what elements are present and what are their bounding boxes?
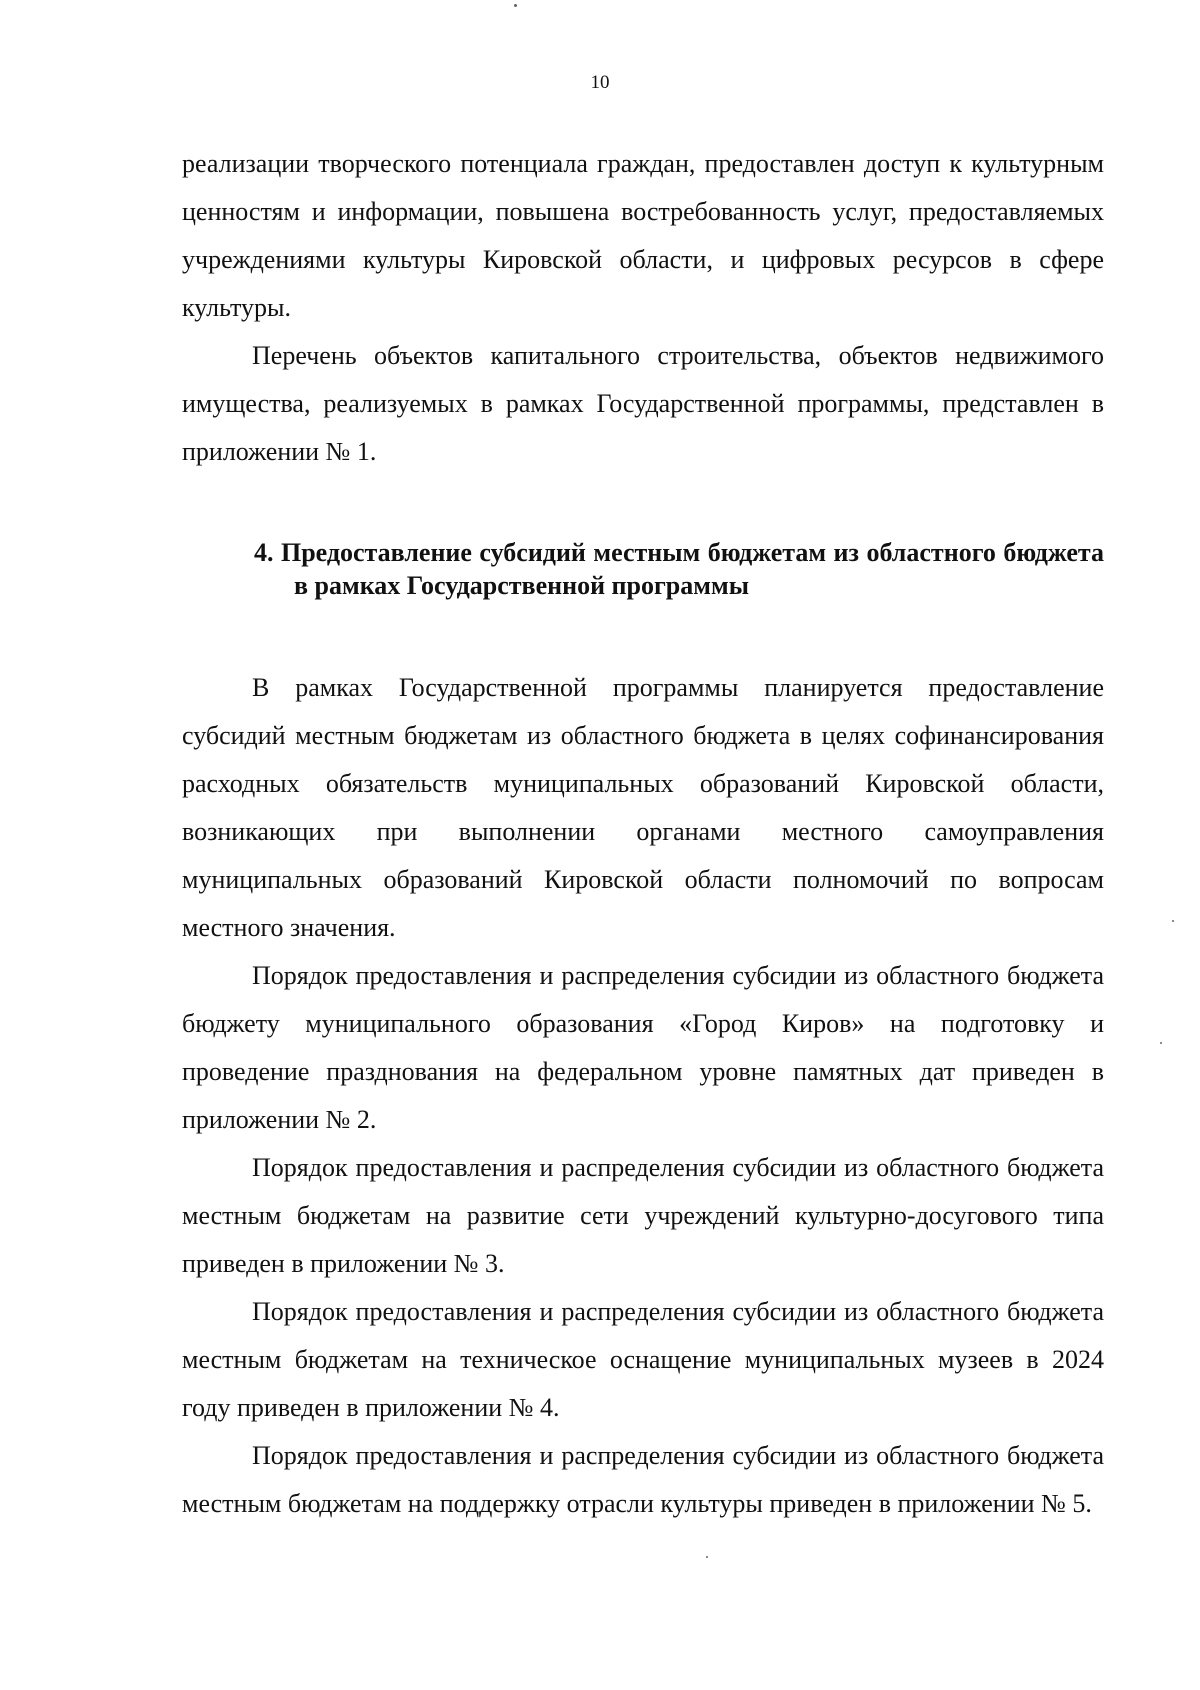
paragraph-subsidies-intro: В рамках Государственной программы планируется предоставление субсидий местным бюджетам из областного бюджета в целях софинансирования расходных обязательств муниципальных образований Кировской области, возникающих при выполнении органами местного самоуправления муниципальных образований Кировской области полномочий по вопросам местного значения. [182, 673, 1104, 942]
paragraph-appendix-3: Порядок предоставления и распределения субсидии из областного бюджета местным бюджетам на развитие сети учреждений культурно-досугового типа приведен в приложении № 3. [182, 1153, 1104, 1278]
paragraph-appendix-2: Порядок предоставления и распределения субсидии из областного бюджета бюджету муниципального образования «Город Киров» на подготовку и проведение празднования на федеральном уровне памятных дат приведен в приложении № 2. [182, 961, 1104, 1134]
scan-speck [706, 1556, 708, 1558]
paragraph-continuation: реализации творческого потенциала граждан, предоставлен доступ к культурным ценностям и информации, повышена востребованность услуг, предоставляемых учреждениями культуры Кировской области, и цифровых ресурсов в сфере культуры. [182, 149, 1104, 322]
scan-speck [1160, 1042, 1162, 1044]
scan-speck [514, 4, 517, 7]
scan-speck [1172, 920, 1174, 922]
paragraph-appendix-4: Порядок предоставления и распределения субсидии из областного бюджета местным бюджетам на техническое оснащение муниципальных музеев в 2024 году приведен в приложении № 4. [182, 1297, 1104, 1422]
page-number: 10 [590, 72, 610, 93]
paragraph-capital-objects: Перечень объектов капитального строительства, объектов недвижимого имущества, реализуемых в рамках Государственной программы, представлен в приложении № 1. [182, 341, 1104, 466]
section-heading: 4. Предоставление субсидий местным бюджетам из областного бюджета в рамках Государственной программы [254, 538, 1104, 600]
document-body [182, 140, 1104, 1528]
paragraph-appendix-5: Порядок предоставления и распределения субсидии из областного бюджета местным бюджетам на поддержку отрасли культуры приведен в приложении № 5. [182, 1441, 1104, 1518]
